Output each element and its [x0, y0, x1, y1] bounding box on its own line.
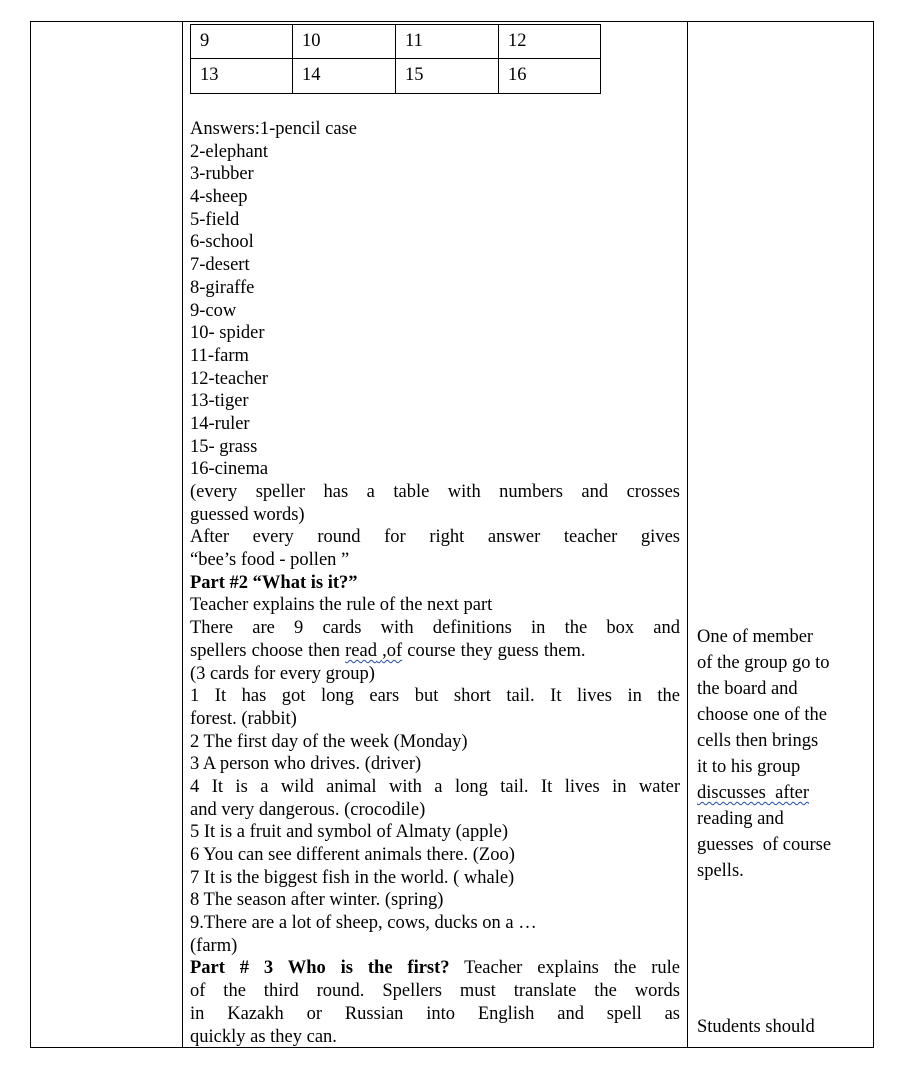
- number-grid: [190, 22, 601, 94]
- definition-line: forest. (rabbit): [190, 708, 297, 729]
- student-line: the board and: [697, 679, 798, 699]
- column-divider-1: [182, 21, 183, 1048]
- answer-item: 14-ruler: [190, 413, 250, 434]
- student-activity-column: [697, 624, 869, 884]
- grammar-flag: discusses after: [697, 783, 809, 803]
- part3-title: Part # 3 Who is the first?: [190, 958, 450, 979]
- part2-intro: Teacher explains the rule of the next part: [190, 595, 493, 616]
- definition-line: 2 The first day of the week (Monday): [190, 731, 468, 752]
- answer-item: 13-tiger: [190, 391, 249, 412]
- reward-note-line: “bee’s food - pollen ”: [190, 550, 350, 571]
- answer-item: 5-field: [190, 209, 240, 230]
- definition-line: 8 The season after winter. (spring): [190, 890, 444, 911]
- grid-cell: 12: [508, 31, 527, 51]
- student-line: reading and: [697, 809, 784, 829]
- grid-cell: 10: [302, 31, 321, 51]
- definition-line: 1 It has got long ears but short tail. It lives in the: [190, 686, 680, 707]
- grid-cell: 15: [405, 65, 424, 85]
- part2-cards-line: spellers choose then read ,of course they guess them.: [190, 640, 586, 661]
- student-line: of the group go to: [697, 653, 830, 673]
- part2-cards-line: (3 cards for every group): [190, 663, 375, 684]
- grid-cell: 16: [508, 65, 527, 85]
- definition-line: (farm): [190, 935, 238, 956]
- part3-line: quickly as they can.: [190, 1026, 337, 1047]
- part3-line: Part # 3 Who is the first? Teacher explains the rule: [190, 958, 680, 979]
- table-left-border: [30, 21, 31, 1048]
- column-divider-2: [687, 21, 688, 1048]
- definition-line: 9.There are a lot of sheep, cows, ducks on a …: [190, 913, 537, 934]
- answer-item: 9-cow: [190, 300, 237, 321]
- answer-item: 16-cinema: [190, 459, 269, 480]
- part2-title: Part #2 “What is it?”: [190, 572, 358, 593]
- definition-line: 5 It is a fruit and symbol of Almaty (apple): [190, 822, 509, 843]
- student-line: [697, 780, 869, 806]
- answer-item: 3-rubber: [190, 164, 254, 185]
- part3-line: of the third round. Spellers must translate the words: [190, 981, 680, 1002]
- answers-heading: Answers:1-pencil case: [190, 119, 357, 139]
- student-line-bottom: Students should: [697, 1017, 815, 1037]
- student-line: choose one of the: [697, 705, 827, 725]
- student-line: guesses of course: [697, 835, 832, 855]
- answer-item: 2-elephant: [190, 141, 269, 162]
- speller-note-line: guessed words): [190, 504, 305, 525]
- reward-note-line: After every round for right answer teacher gives: [190, 527, 680, 548]
- student-line: spells.: [697, 861, 744, 881]
- student-line: One of member: [697, 627, 814, 647]
- definition-line: 4 It is a wild animal with a long tail. It lives in water: [190, 776, 680, 797]
- part3-line: in Kazakh or Russian into English and spell as: [190, 1003, 680, 1024]
- spelling-flag: read ,of: [345, 640, 403, 661]
- teacher-activity-column: [190, 118, 680, 1048]
- definition-line: and very dangerous. (crocodile): [190, 799, 426, 820]
- part2-cards-line: There are 9 cards with definitions in the box and: [190, 618, 680, 639]
- answer-item: 8-giraffe: [190, 277, 255, 298]
- grid-cell: 9: [200, 31, 210, 51]
- definition-line: 7 It is the biggest fish in the world. ( whale): [190, 867, 515, 888]
- answer-item: 4-sheep: [190, 187, 248, 208]
- student-line: cells then brings: [697, 731, 819, 751]
- answer-item: 12-teacher: [190, 368, 269, 389]
- grid-cell: 11: [405, 31, 423, 51]
- speller-note-line: (every speller has a table with numbers and crosses: [190, 482, 680, 502]
- definition-line: 6 You can see different animals there. (Zoo): [190, 845, 515, 865]
- grid-cell: 13: [200, 65, 219, 85]
- answer-item: 11-farm: [190, 345, 249, 366]
- answer-item: 6-school: [190, 232, 254, 253]
- answer-item: 7-desert: [190, 255, 250, 276]
- definition-line: 3 A person who drives. (driver): [190, 754, 422, 775]
- grid-cell: 14: [302, 65, 321, 85]
- answer-item: 15- grass: [190, 436, 258, 457]
- table-right-border: [873, 21, 874, 1048]
- student-line: it to his group: [697, 757, 801, 777]
- answer-item: 10- spider: [190, 323, 265, 344]
